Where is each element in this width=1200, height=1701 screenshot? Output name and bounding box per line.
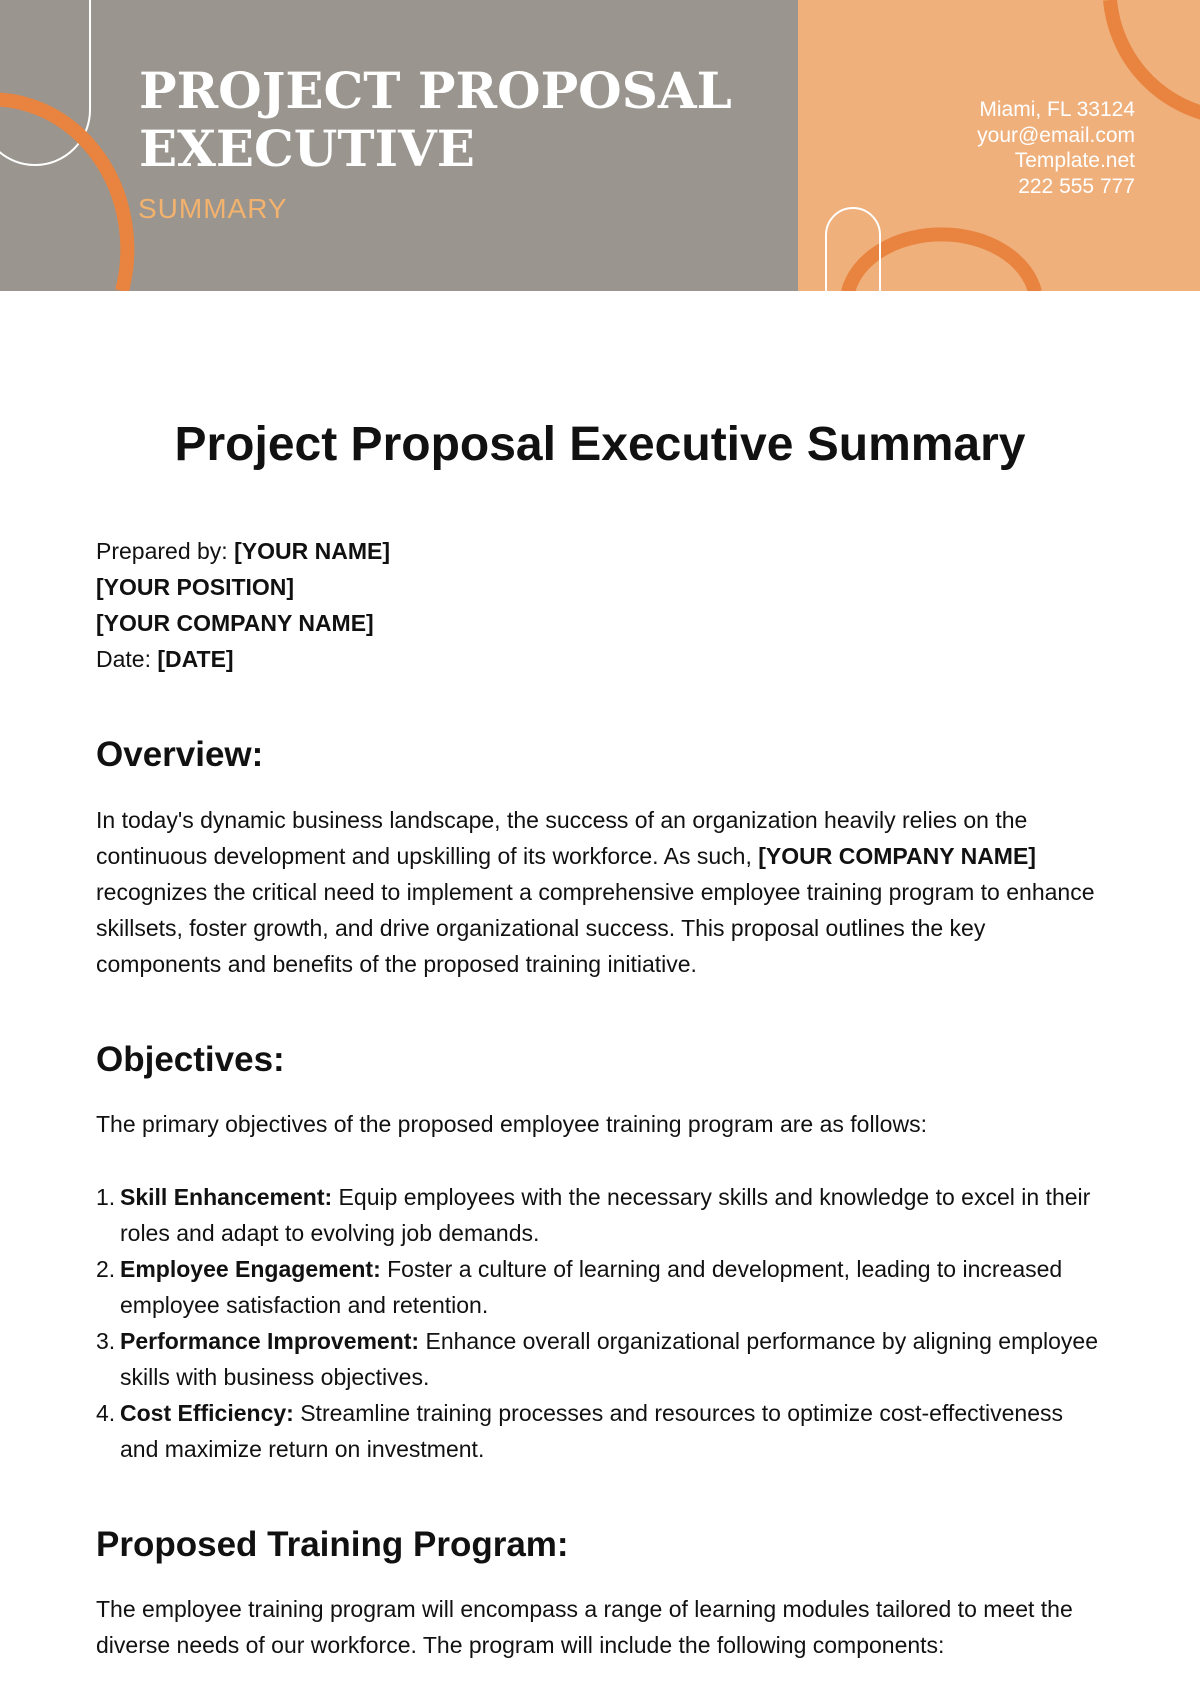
list-item-title: Performance Improvement:	[120, 1328, 420, 1354]
header-title	[139, 62, 732, 178]
header-title-line2: EXECUTIVE	[139, 119, 475, 178]
list-item-title: Employee Engagement:	[120, 1256, 381, 1282]
prepared-by-block	[96, 533, 1106, 677]
overview-paragraph	[96, 802, 1106, 982]
position-value: [YOUR POSITION]	[96, 574, 295, 600]
list-item	[96, 1323, 1106, 1395]
overview-company: [YOUR COMPANY NAME]	[758, 843, 1036, 869]
list-item	[96, 1395, 1106, 1467]
date-label: Date:	[96, 646, 158, 672]
overview-text-1: In today's dynamic business landscape, the success of an organization heavily relies on the continuous development and upskilling of its workforce. As such,	[96, 807, 1028, 869]
header-banner	[0, 0, 1200, 291]
list-item-title: Cost Efficiency:	[120, 1400, 294, 1426]
list-item-text: Equip employees with the necessary skills and knowledge to excel in their roles and adapt to evolving job demands.	[120, 1184, 1091, 1246]
contact-info	[977, 97, 1135, 199]
overview-heading: Overview:	[96, 735, 264, 774]
company-value: [YOUR COMPANY NAME]	[96, 610, 374, 636]
page-title: Project Proposal Executive Summary	[174, 418, 1026, 471]
training-heading: Proposed Training Program:	[96, 1525, 569, 1564]
training-paragraph: The employee training program will encompass a range of learning modules tailored to meet the diverse needs of our workforce. The program will include the following components:	[96, 1596, 1073, 1658]
header-subtitle: SUMMARY	[138, 193, 288, 224]
list-item-title: Skill Enhancement:	[120, 1184, 333, 1210]
contact-email: your@email.com	[977, 123, 1135, 147]
overview-text-2: recognizes the critical need to implement a comprehensive employee training program to enhance skillsets, foster growth, and drive organizational success. This proposal outlines the key components and benefits of the proposed training initiative.	[96, 879, 1095, 977]
list-number: 3.	[96, 1328, 116, 1354]
prepared-by-label: Prepared by:	[96, 538, 235, 564]
contact-phone: 222 555 777	[1018, 174, 1135, 198]
objectives-intro: The primary objectives of the proposed employee training program are as follows:	[96, 1111, 927, 1137]
list-item-text: Enhance overall organizational performance by aligning employee skills with business objectives.	[120, 1328, 1099, 1390]
list-item-text: Foster a culture of learning and development, leading to increased employee satisfaction and retention.	[120, 1256, 1063, 1318]
objectives-list	[96, 1179, 1106, 1467]
list-number: 1.	[96, 1184, 116, 1210]
date-value: [DATE]	[157, 646, 234, 672]
prepared-by-value: [YOUR NAME]	[234, 538, 390, 564]
list-number: 4.	[96, 1400, 116, 1426]
list-item	[96, 1251, 1106, 1323]
list-item	[96, 1179, 1106, 1251]
header-title-line1: PROJECT PROPOSAL	[139, 61, 732, 120]
objectives-heading: Objectives:	[96, 1040, 285, 1079]
list-number: 2.	[96, 1256, 116, 1282]
contact-address: Miami, FL 33124	[979, 98, 1135, 121]
list-item-text: Streamline training processes and resources to optimize cost-effectiveness and maximize return on investment.	[120, 1400, 1063, 1462]
contact-website: Template.net	[1014, 149, 1135, 172]
